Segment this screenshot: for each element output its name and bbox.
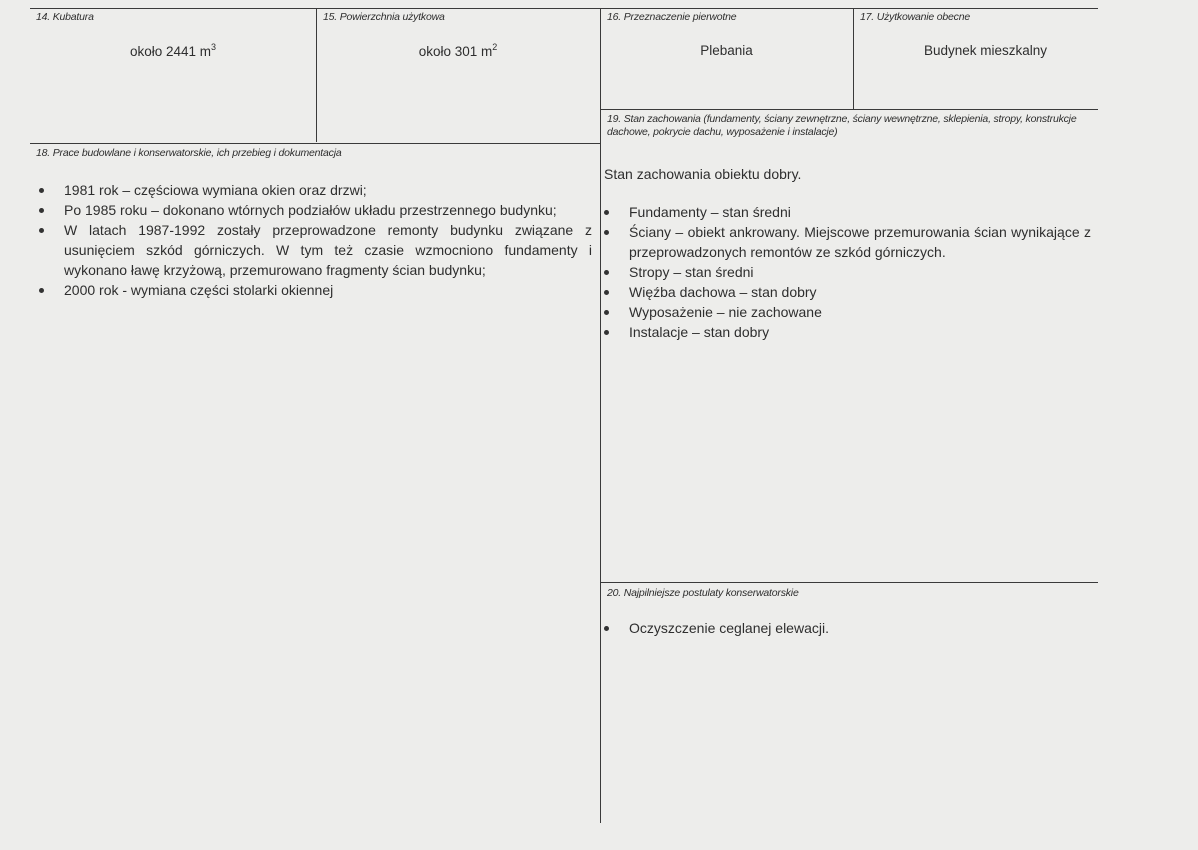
list-item-text: Więźba dachowa – stan dobry <box>629 284 817 300</box>
rule-19-top <box>600 109 1098 110</box>
bullet-icon <box>604 270 609 275</box>
field-15-value <box>316 44 600 59</box>
bullet-icon <box>39 288 44 293</box>
divider-14-15 <box>316 8 317 142</box>
field-20-list <box>601 618 1091 638</box>
field-16-value: Plebania <box>700 43 753 58</box>
field-18-label: 18. Prace budowlane i konserwatorskie, ich przebieg i dokumentacja <box>36 147 342 159</box>
list-item-text: Instalacje – stan dobry <box>629 324 770 340</box>
divider-center <box>600 8 601 823</box>
list-item <box>601 618 1091 638</box>
bullet-icon <box>604 210 609 215</box>
list-item-text: W latach 1987-1992 zostały przeprowadzone remonty budynku związane z usunięciem szkód górniczych. W tym też czasie wzmocniono fundamenty i wykonano ławę krzyżową, przemurowano fragmenty ścian budynku; <box>64 222 592 278</box>
field-15-value-exponent: 2 <box>492 42 498 52</box>
field-14-value-exponent: 3 <box>211 42 217 52</box>
field-14-value-text: około 2441 m <box>129 44 212 59</box>
list-item-text: Wyposażenie – nie zachowane <box>629 304 822 320</box>
list-item <box>601 202 1091 222</box>
list-item <box>601 302 1091 322</box>
list-item-text: Po 1985 roku – dokonano wtórnych podziałów układu przestrzennego budynku; <box>64 202 557 218</box>
bullet-icon <box>604 330 609 335</box>
bullet-icon <box>39 188 44 193</box>
rule-18-top <box>30 143 601 144</box>
field-17-label: 17. Użytkowanie obecne <box>860 11 971 23</box>
list-item <box>601 222 1091 262</box>
list-item-text: Fundamenty – stan średni <box>629 204 791 220</box>
bullet-icon <box>604 290 609 295</box>
field-18-list <box>36 180 592 300</box>
field-19-list <box>601 202 1091 342</box>
list-item-text: Oczyszczenie ceglanej elewacji. <box>629 620 829 636</box>
list-item <box>36 280 592 300</box>
field-14-label: 14. Kubatura <box>36 11 94 23</box>
field-17-value: Budynek mieszkalny <box>923 43 1048 58</box>
field-15-value-text: około 301 m <box>418 44 493 59</box>
field-20-label: 20. Najpilniejsze postulaty konserwatorskie <box>607 587 799 599</box>
bullet-icon <box>604 310 609 315</box>
field-14-value <box>30 44 316 59</box>
field-16-label: 16. Przeznaczenie pierwotne <box>607 11 737 23</box>
top-border <box>30 8 1098 9</box>
list-item-text: 1981 rok – częściowa wymiana okien oraz drzwi; <box>64 182 367 198</box>
field-19-label: 19. Stan zachowania (fundamenty, ściany zewnętrzne, ściany wewnętrzne, sklepienia, stropy, konstrukcje dachowe, pokrycie dachu, wyposażenie i instalacje) <box>607 113 1077 138</box>
list-item-text: Stropy – stan średni <box>629 264 754 280</box>
bullet-icon <box>39 208 44 213</box>
list-item <box>36 220 592 280</box>
list-item <box>36 180 592 200</box>
list-item-text: 2000 rok - wymiana części stolarki okiennej <box>64 282 334 298</box>
bullet-icon <box>604 626 609 631</box>
divider-16-17 <box>853 8 854 110</box>
list-item <box>601 322 1091 342</box>
list-item <box>36 200 592 220</box>
list-item-text: Ściany – obiekt ankrowany. Miejscowe przemurowania ścian wynikające z przeprowadzonych remontów ze szkód górniczych. <box>629 224 1091 260</box>
list-item <box>601 262 1091 282</box>
field-19-intro: Stan zachowania obiektu dobry. <box>604 166 802 182</box>
bullet-icon <box>604 230 609 235</box>
bullet-icon <box>39 228 44 233</box>
field-15-label: 15. Powierzchnia użytkowa <box>323 11 445 23</box>
rule-20-top <box>600 582 1098 583</box>
list-item <box>601 282 1091 302</box>
